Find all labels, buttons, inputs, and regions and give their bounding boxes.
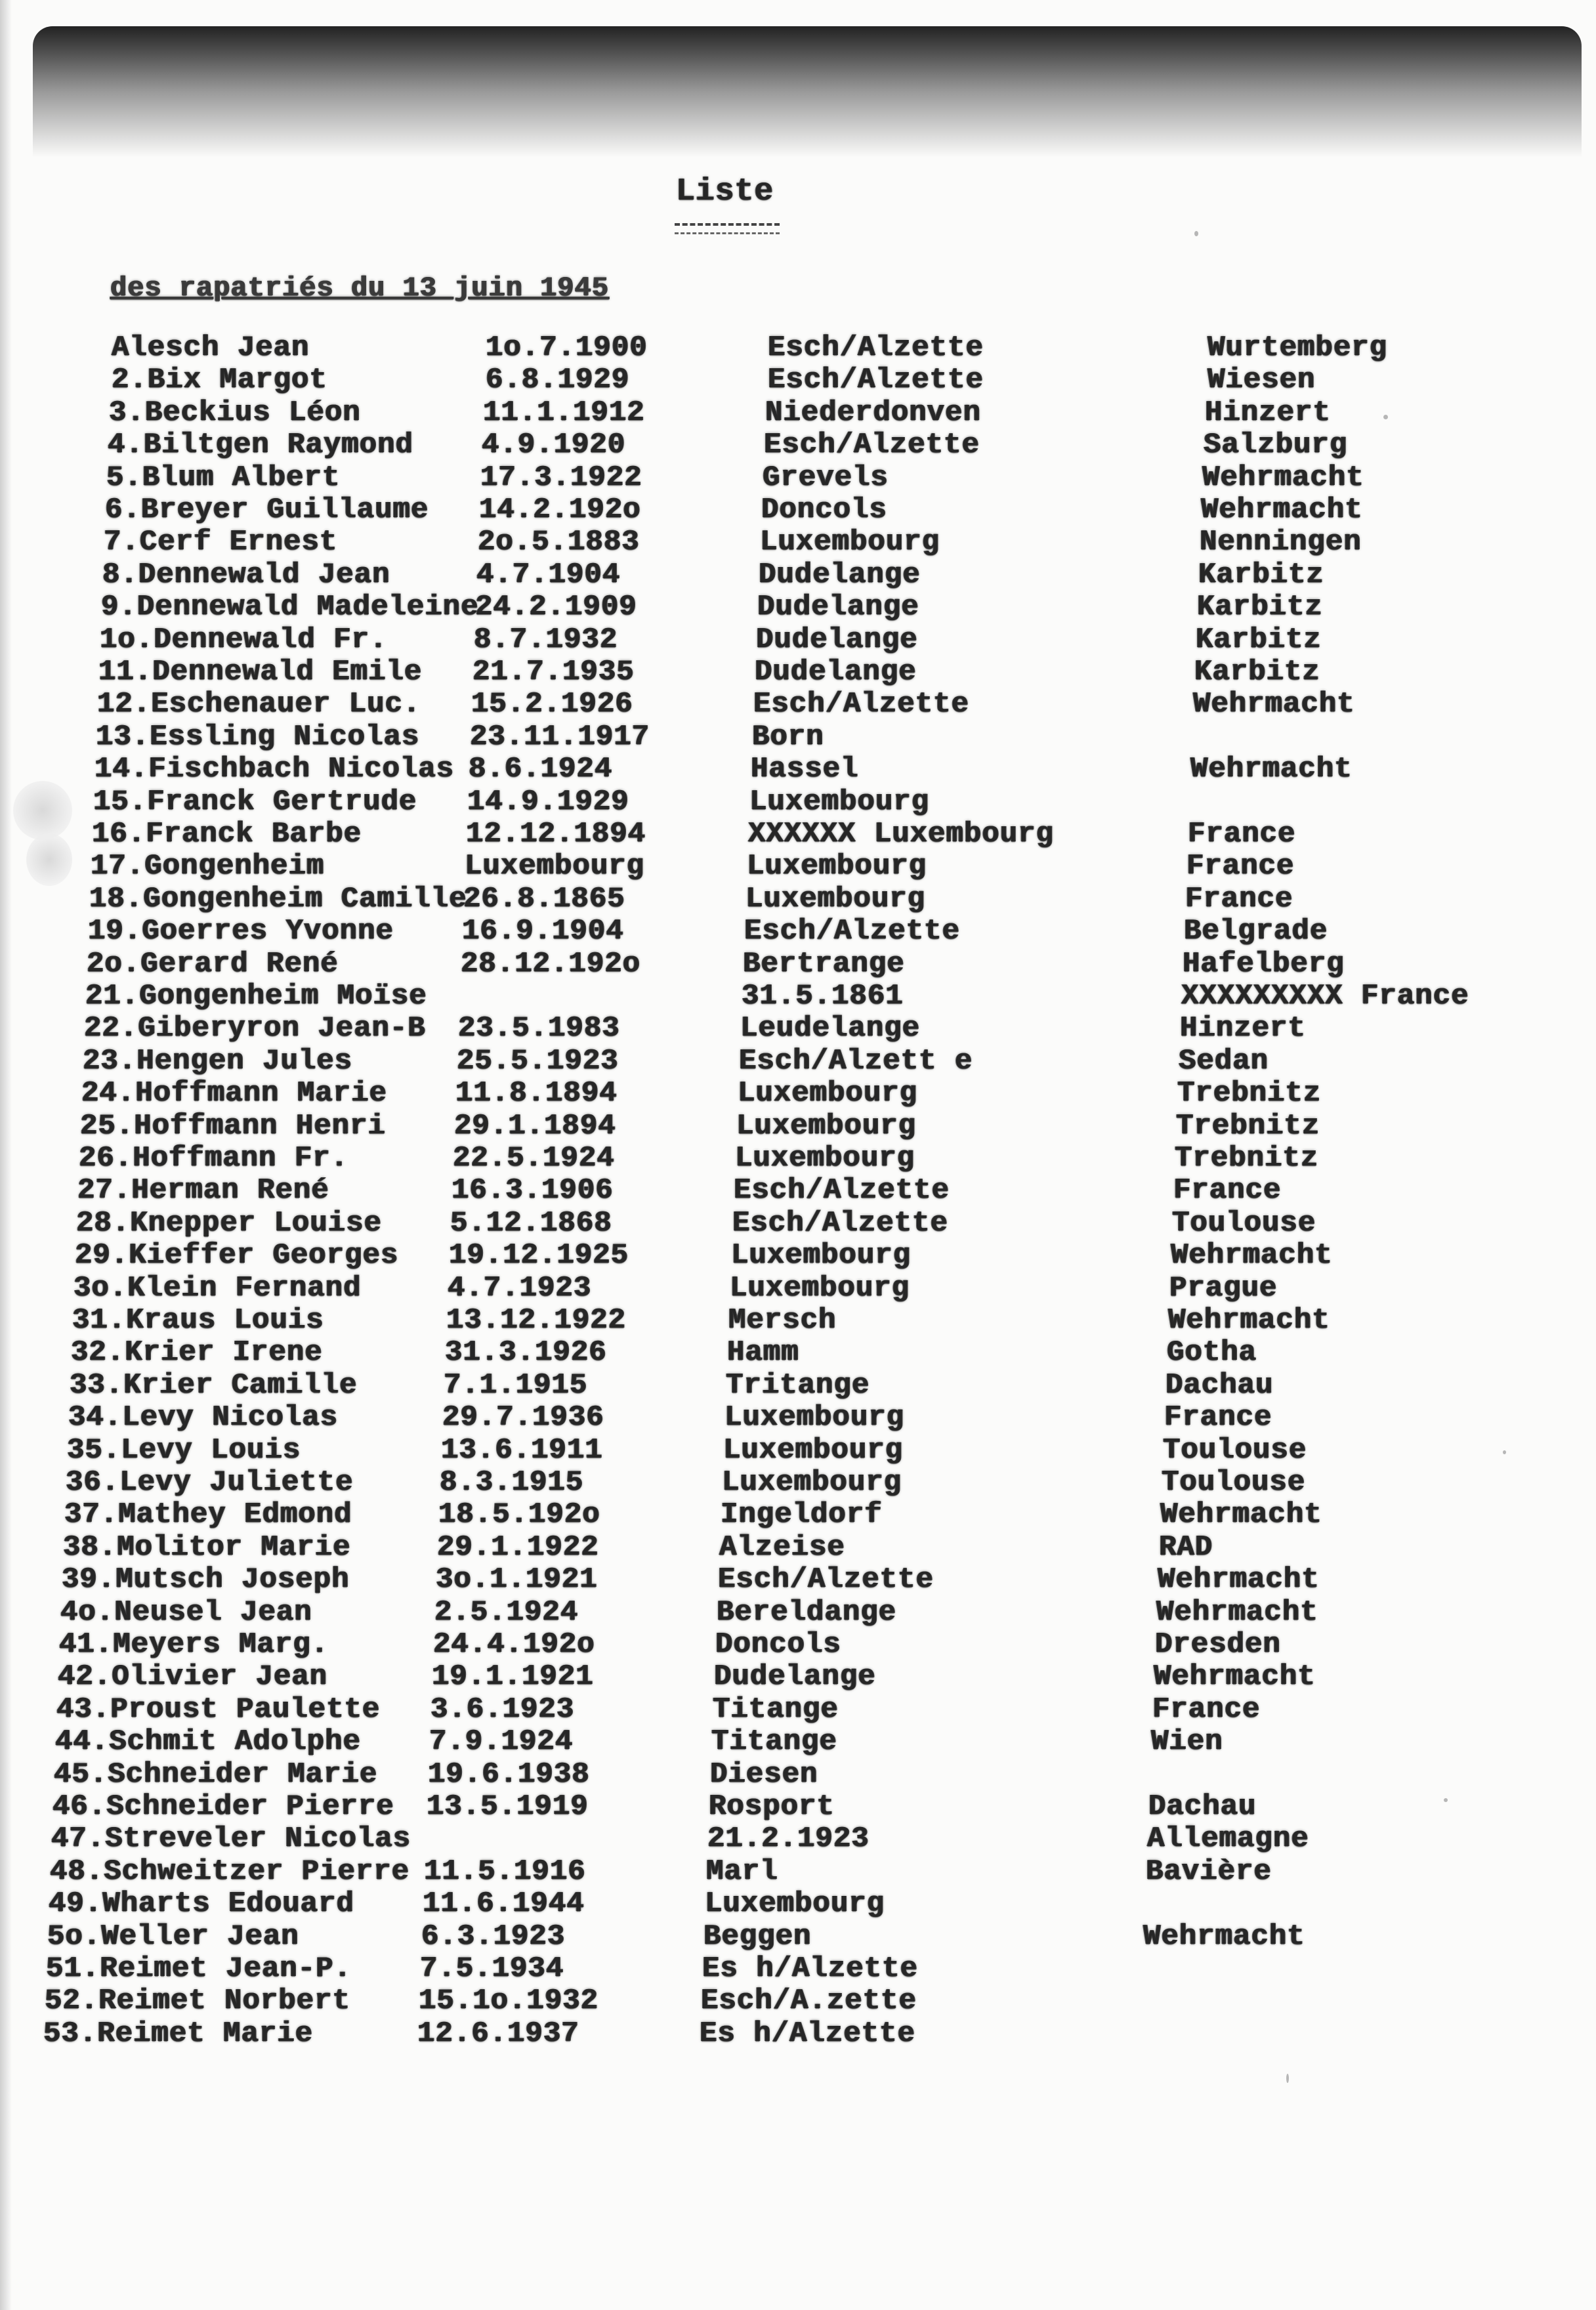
list-row xyxy=(0,2019,1596,2052)
list-row xyxy=(0,1986,1596,2019)
birth-place: Dudelange xyxy=(756,623,918,656)
birth-place: Tritange xyxy=(726,1368,870,1402)
destination: Bavière xyxy=(1146,1855,1272,1888)
person-name: 49.Wharts Edouard xyxy=(49,1887,354,1921)
destination: Wurtemberg xyxy=(1208,331,1388,364)
birth-place: Es h/Alzette xyxy=(702,1952,918,1985)
birth-date: 15.2.1926 xyxy=(471,688,633,721)
destination: Wehrmacht xyxy=(1158,1563,1320,1597)
person-name: 12.Eschenauer Luc. xyxy=(97,688,421,721)
birth-place: Diesen xyxy=(710,1757,818,1791)
birth-date: 25.5.1923 xyxy=(457,1044,619,1078)
person-name: 15.Franck Gertrude xyxy=(93,785,417,818)
birth-place: Esch/Alzette xyxy=(768,364,984,397)
destination: Toulouse xyxy=(1172,1206,1316,1240)
birth-place: Dudelange xyxy=(714,1660,876,1694)
list-row xyxy=(0,495,1596,528)
birth-date: 24.4.192o xyxy=(433,1628,595,1661)
birth-place: Ingeldorf xyxy=(721,1498,883,1532)
birth-date: 11.1.1912 xyxy=(483,396,645,429)
person-name: 46.Schneider Pierre xyxy=(52,1790,394,1823)
destination: France xyxy=(1173,1174,1282,1208)
destination: Karbitz xyxy=(1197,591,1323,624)
birth-date: 19.12.1925 xyxy=(449,1239,629,1272)
destination: Toulouse xyxy=(1163,1433,1307,1467)
person-name: 1o.Dennewald Fr. xyxy=(100,623,388,656)
person-name: 9.Dennewald Madeleine xyxy=(101,591,479,624)
birth-date: 13.12.1922 xyxy=(446,1304,627,1337)
person-name: 23.Hengen Jules xyxy=(83,1044,353,1078)
destination: RAD xyxy=(1159,1530,1213,1564)
list-row xyxy=(0,1241,1596,1274)
destination: Wehrmacht xyxy=(1143,1920,1305,1953)
birth-place: XXXXXX Luxembourg xyxy=(748,818,1054,850)
birth-place: Esch/Alzette xyxy=(734,1174,950,1208)
person-name: 44.Schmit Adolphe xyxy=(55,1725,361,1759)
birth-place: Luxembourg xyxy=(724,1401,905,1435)
destination: Wehrmacht xyxy=(1160,1498,1322,1532)
person-name: 18.Gongenheim Camille xyxy=(89,882,467,915)
person-name: 39.Mutsch Joseph xyxy=(62,1563,350,1597)
birth-place: Dudelange xyxy=(755,656,917,688)
list-row xyxy=(0,1565,1596,1598)
birth-place: Luxembourg xyxy=(722,1466,902,1499)
destination: Wiesen xyxy=(1208,364,1316,397)
birth-date: 24.2.1909 xyxy=(475,591,637,624)
birth-place: Bereldange xyxy=(717,1595,897,1629)
person-name: 5o.Weller Jean xyxy=(47,1920,299,1953)
list-row xyxy=(0,1338,1596,1371)
birth-place: Alzeise xyxy=(719,1530,845,1564)
birth-place: Beggen xyxy=(704,1920,812,1953)
destination: Dachau xyxy=(1166,1368,1274,1402)
list-row xyxy=(0,1792,1596,1825)
destination: Wehrmacht xyxy=(1202,461,1364,494)
person-name: 42.Olivier Jean xyxy=(58,1660,328,1694)
list-row xyxy=(0,1954,1596,1987)
list-row xyxy=(0,430,1596,463)
person-name: 43.Proust Paulette xyxy=(56,1692,381,1726)
birth-place: Luxembourg xyxy=(746,882,926,915)
destination: Dachau xyxy=(1148,1790,1257,1823)
destination: Wehrmacht xyxy=(1171,1239,1333,1272)
list-row xyxy=(0,398,1596,431)
birth-place: 31.5.1861 xyxy=(742,980,904,1013)
birth-date: 13.6.1911 xyxy=(441,1433,603,1467)
person-name: 2.Bix Margot xyxy=(112,364,327,397)
birth-date: 31.3.1926 xyxy=(445,1336,607,1370)
person-name: 14.Fischbach Nicolas xyxy=(94,753,455,786)
birth-date: 14.2.192o xyxy=(479,494,641,526)
birth-place: Luxembourg xyxy=(749,785,930,818)
person-name: 26.Hoffmann Fr. xyxy=(79,1142,349,1175)
destination: France xyxy=(1186,850,1295,883)
person-name: 28.Knepper Louise xyxy=(76,1206,382,1240)
ink-speck xyxy=(1444,1798,1448,1802)
birth-place: Titange xyxy=(711,1725,837,1759)
birth-place: Esch/Alzett e xyxy=(739,1044,973,1078)
list-row xyxy=(0,1271,1596,1307)
list-row xyxy=(0,947,1596,982)
list-row xyxy=(0,1824,1596,1857)
birth-place: Esch/Alzette xyxy=(764,429,980,462)
destination: Karbitz xyxy=(1198,558,1324,591)
destination: Gotha xyxy=(1167,1336,1257,1370)
list-row xyxy=(0,528,1596,560)
birth-date: 14.9.1929 xyxy=(467,785,629,818)
person-name: 52.Reimet Norbert xyxy=(45,1984,350,2018)
person-name: 19.Goerres Yvonne xyxy=(88,915,394,948)
list-row xyxy=(0,1403,1596,1436)
list-row xyxy=(0,560,1596,593)
birth-place: Esch/Alzette xyxy=(718,1563,934,1597)
destination: Hinzert xyxy=(1205,396,1331,429)
destination: Wehrmacht xyxy=(1201,494,1363,526)
birth-place: Luxembourg xyxy=(736,1109,917,1143)
birth-date: 16.3.1906 xyxy=(452,1174,614,1208)
birth-date: 15.1o.1932 xyxy=(419,1984,599,2018)
birth-place: Dudelange xyxy=(759,558,921,591)
birth-date: 5.12.1868 xyxy=(450,1206,612,1240)
list-row xyxy=(0,982,1596,1015)
destination: Hafelberg xyxy=(1183,947,1345,980)
list-row xyxy=(0,1595,1596,1631)
birth-place: Rosport xyxy=(709,1790,835,1823)
destination: France xyxy=(1152,1692,1261,1726)
list-row xyxy=(0,917,1596,950)
person-name: 31.Kraus Louis xyxy=(72,1304,324,1337)
birth-place: Luxembourg xyxy=(705,1887,885,1921)
destination: Belgrade xyxy=(1184,915,1328,948)
list-row xyxy=(0,1500,1596,1533)
person-name: 16.Franck Barbe xyxy=(92,818,362,850)
destination: Wehrmacht xyxy=(1156,1595,1318,1629)
birth-place: Doncols xyxy=(715,1628,841,1661)
birth-place: Luxembourg xyxy=(723,1433,904,1467)
birth-place: Luxembourg xyxy=(731,1239,912,1272)
birth-date: 2.5.1924 xyxy=(434,1595,579,1629)
person-name: 48.Schweitzer Pierre xyxy=(50,1855,410,1888)
person-name: 45.Schneider Marie xyxy=(54,1757,378,1791)
birth-date: 4.7.1904 xyxy=(476,558,621,591)
person-name: 22.Giberyron Jean-B xyxy=(84,1012,426,1045)
destination: Allemagne xyxy=(1147,1822,1309,1856)
birth-date: 4.7.1923 xyxy=(448,1271,592,1305)
person-name: 33.Krier Camille xyxy=(70,1368,358,1402)
person-name: 4o.Neusel Jean xyxy=(60,1595,312,1629)
birth-date: 11.6.1944 xyxy=(423,1887,585,1921)
birth-place: Titange xyxy=(713,1692,839,1726)
destination: France xyxy=(1188,818,1296,850)
ink-speck xyxy=(1286,2074,1289,2083)
birth-place: Niederdonven xyxy=(765,396,981,429)
destination: Wehrmacht xyxy=(1190,753,1353,786)
destination: XXXXXXXXX France xyxy=(1181,980,1469,1013)
person-name: 13.Essling Nicolas xyxy=(96,720,420,753)
list-row xyxy=(0,852,1596,885)
birth-place: Grevels xyxy=(763,461,889,494)
birth-date: 7.9.1924 xyxy=(429,1725,574,1759)
list-row xyxy=(0,463,1596,496)
birth-place: Hassel xyxy=(751,753,859,786)
ink-speck xyxy=(1503,1450,1506,1454)
list-row xyxy=(0,1014,1596,1047)
destination: Wehrmacht xyxy=(1168,1304,1330,1337)
person-name: 11.Dennewald Emile xyxy=(98,656,423,688)
document-title: Liste xyxy=(676,174,774,209)
document-subtitle: des rapatriés du 13 juin 1945 xyxy=(110,272,609,304)
birth-date: 8.6.1924 xyxy=(469,753,613,786)
birth-date: 29.1.1894 xyxy=(454,1109,616,1143)
birth-place: Luxembourg xyxy=(760,526,940,559)
ink-speck xyxy=(1194,231,1198,236)
list-row xyxy=(0,882,1596,917)
birth-date: 13.5.1919 xyxy=(427,1790,589,1823)
destination: Wehrmacht xyxy=(1193,688,1355,721)
list-row xyxy=(0,333,1596,366)
person-name: 37.Mathey Edmond xyxy=(64,1498,352,1532)
person-name: 17.Gongenheim xyxy=(91,850,325,883)
person-name: 29.Kieffer Georges xyxy=(75,1239,399,1272)
birth-date: Luxembourg xyxy=(465,850,645,883)
destination: Nenningen xyxy=(1200,526,1362,559)
destination: Trebnitz xyxy=(1176,1109,1320,1143)
birth-place: Esch/A.zette xyxy=(701,1984,917,2018)
destination: Karbitz xyxy=(1196,623,1322,656)
list-row xyxy=(0,658,1596,690)
birth-date: 19.1.1921 xyxy=(432,1660,594,1694)
birth-date: 23.11.1917 xyxy=(470,720,650,753)
birth-date: 29.1.1922 xyxy=(437,1530,599,1564)
birth-date: 6.8.1929 xyxy=(486,364,630,397)
list-row xyxy=(0,1889,1596,1922)
birth-date: 1o.7.1900 xyxy=(486,331,648,364)
list-row xyxy=(0,1630,1596,1663)
birth-date: 21.7.1935 xyxy=(472,656,635,688)
person-name: 41.Meyers Marg. xyxy=(59,1628,329,1661)
person-name: 47.Streveler Nicolas xyxy=(51,1822,411,1856)
destination: Hinzert xyxy=(1180,1012,1306,1045)
list-row xyxy=(0,593,1596,625)
birth-date: 12.12.1894 xyxy=(466,818,646,850)
destination: Toulouse xyxy=(1162,1466,1306,1499)
birth-date: 23.5.1983 xyxy=(458,1012,620,1045)
person-name: 32.Krier Irene xyxy=(71,1336,323,1370)
destination: Sedan xyxy=(1179,1044,1269,1078)
person-name: 7.Cerf Ernest xyxy=(104,526,338,559)
birth-date: 3.6.1923 xyxy=(430,1692,575,1726)
person-name: 36.Levy Juliette xyxy=(66,1466,354,1499)
list-row xyxy=(0,1044,1596,1080)
person-name: 2o.Gerard René xyxy=(87,947,339,980)
destination: Trebnitz xyxy=(1177,1077,1322,1110)
person-name: 53.Reimet Marie xyxy=(43,2017,314,2050)
destination: Wien xyxy=(1151,1725,1223,1759)
destination: Salzburg xyxy=(1204,429,1348,462)
person-name: 4.Biltgen Raymond xyxy=(108,429,413,462)
birth-date: 17.3.1922 xyxy=(480,461,642,494)
list-row xyxy=(0,1757,1596,1793)
person-name: 3o.Klein Fernand xyxy=(74,1271,362,1305)
person-name: 35.Levy Louis xyxy=(67,1433,301,1467)
birth-place: Mersch xyxy=(728,1304,837,1337)
destination: Karbitz xyxy=(1194,656,1320,688)
birth-place: Doncols xyxy=(761,494,887,526)
person-name: 34.Levy Nicolas xyxy=(68,1401,339,1435)
birth-date: 29.7.1936 xyxy=(442,1401,604,1435)
birth-date: 6.3.1923 xyxy=(421,1920,566,1953)
birth-place: Born xyxy=(752,720,824,753)
birth-date: 16.9.1904 xyxy=(462,915,624,948)
person-name: 51.Reimet Jean-P. xyxy=(46,1952,352,1985)
birth-place: Luxembourg xyxy=(738,1077,918,1110)
list-row xyxy=(0,1857,1596,1890)
list-row xyxy=(0,1692,1596,1728)
list-row xyxy=(0,1176,1596,1209)
birth-place: Luxembourg xyxy=(735,1142,915,1175)
person-name: 6.Breyer Guillaume xyxy=(105,494,429,526)
birth-date: 4.9.1920 xyxy=(482,429,626,462)
birth-date: 8.7.1932 xyxy=(474,623,618,656)
birth-place: 21.2.1923 xyxy=(707,1822,870,1856)
birth-date: 18.5.192o xyxy=(438,1498,600,1532)
birth-date: 28.12.192o xyxy=(461,947,641,980)
birth-place: Marl xyxy=(706,1855,778,1888)
list-row xyxy=(0,1433,1596,1469)
birth-date: 19.6.1938 xyxy=(428,1757,590,1791)
list-row xyxy=(0,1922,1596,1955)
destination: France xyxy=(1185,882,1293,915)
person-name: 24.Hoffmann Marie xyxy=(81,1077,387,1110)
person-name: 25.Hoffmann Henri xyxy=(80,1109,386,1143)
list-row xyxy=(0,785,1596,820)
list-row xyxy=(0,366,1596,398)
birth-place: Esch/Alzette xyxy=(744,915,960,948)
birth-place: Hamm xyxy=(727,1336,799,1370)
birth-date: 2o.5.1883 xyxy=(478,526,640,559)
ink-speck xyxy=(1383,415,1388,419)
person-name: 8.Dennewald Jean xyxy=(102,558,390,591)
list-row xyxy=(0,1144,1596,1177)
birth-date: 22.5.1924 xyxy=(453,1142,615,1175)
birth-place: Leudelange xyxy=(740,1012,921,1045)
birth-place: Esch/Alzette xyxy=(768,331,984,364)
list-row xyxy=(0,1306,1596,1339)
birth-place: Bertrange xyxy=(743,947,905,980)
birth-date: 26.8.1865 xyxy=(463,882,625,915)
person-name: 27.Herman René xyxy=(77,1174,329,1208)
birth-date: 3o.1.1921 xyxy=(436,1563,598,1597)
birth-place: Dudelange xyxy=(757,591,919,624)
destination: Dresden xyxy=(1155,1628,1281,1661)
person-name: 21.Gongenheim Moïse xyxy=(85,980,427,1013)
list-row xyxy=(0,720,1596,755)
birth-date: 7.5.1934 xyxy=(420,1952,564,1985)
list-row xyxy=(0,755,1596,788)
list-row xyxy=(0,1468,1596,1501)
destination: Trebnitz xyxy=(1175,1142,1319,1175)
list-row xyxy=(0,1727,1596,1760)
birth-place: Esch/Alzette xyxy=(732,1206,948,1240)
birth-date: 11.8.1894 xyxy=(455,1077,618,1110)
destination: Wehrmacht xyxy=(1154,1660,1316,1694)
birth-place: Luxembourg xyxy=(730,1271,910,1305)
destination: France xyxy=(1164,1401,1272,1435)
birth-date: 8.3.1915 xyxy=(440,1466,584,1499)
birth-place: Luxembourg xyxy=(747,850,927,883)
list-row xyxy=(0,820,1596,852)
birth-date: 7.1.1915 xyxy=(444,1368,588,1402)
list-row xyxy=(0,690,1596,723)
person-name: Alesch Jean xyxy=(112,331,310,364)
person-name: 5.Blum Albert xyxy=(106,461,341,494)
person-name: 38.Molitor Marie xyxy=(63,1530,351,1564)
birth-place: Esch/Alzette xyxy=(753,688,969,721)
person-name: 3.Beckius Léon xyxy=(109,396,361,429)
destination: Prague xyxy=(1169,1271,1278,1305)
list-row xyxy=(0,1079,1596,1112)
birth-place: Es h/Alzette xyxy=(700,2017,915,2050)
list-row xyxy=(0,1662,1596,1695)
birth-date: 12.6.1937 xyxy=(417,2017,579,2050)
list-row xyxy=(0,625,1596,658)
list-row xyxy=(0,1368,1596,1404)
list-row xyxy=(0,1206,1596,1242)
birth-date: 11.5.1916 xyxy=(424,1855,586,1888)
list-row xyxy=(0,1530,1596,1566)
list-row xyxy=(0,1109,1596,1144)
